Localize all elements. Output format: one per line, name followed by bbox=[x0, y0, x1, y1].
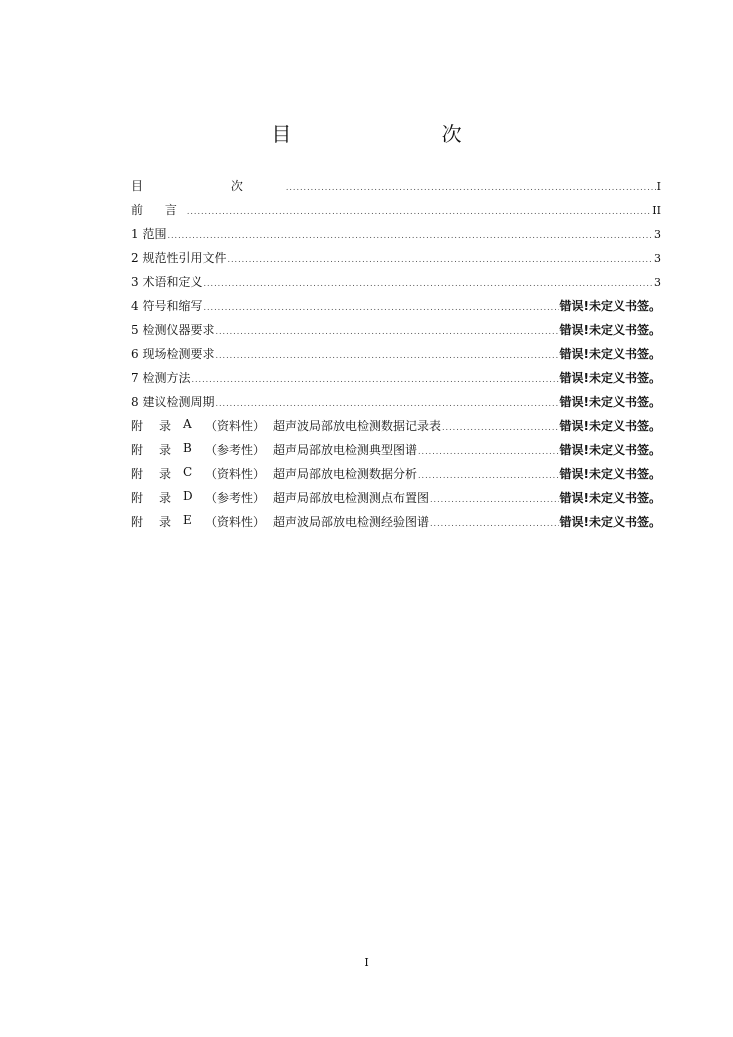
appendix-name: 超声波局部放电检测数据记录表 bbox=[273, 419, 442, 433]
toc-entry-page-error: 错误!未定义书签。 bbox=[559, 515, 661, 529]
toc-appendix-entry[interactable] bbox=[131, 465, 661, 489]
toc-leader-dots bbox=[442, 423, 559, 432]
appendix-word-lu: 录 bbox=[159, 419, 172, 433]
appendix-kind: （资料性） bbox=[205, 515, 266, 529]
toc-entry-page-error: 错误!未定义书签。 bbox=[559, 467, 661, 481]
toc-entry-label: 前 言 bbox=[131, 203, 186, 217]
toc-entry[interactable] bbox=[131, 321, 661, 345]
appendix-word-lu: 录 bbox=[159, 491, 172, 505]
appendix-label bbox=[131, 417, 441, 434]
appendix-word-fu: 附 bbox=[131, 515, 144, 529]
appendix-label bbox=[131, 489, 429, 506]
toc-entry-page-error: 错误!未定义书签。 bbox=[559, 419, 661, 433]
toc-leader-dots bbox=[203, 279, 653, 288]
table-of-contents bbox=[131, 177, 661, 537]
toc-entry-page: II bbox=[652, 204, 661, 217]
toc-leader-dots bbox=[215, 399, 558, 408]
toc-leader-dots bbox=[418, 447, 559, 456]
toc-leader-dots bbox=[203, 303, 558, 312]
appendix-name: 超声波局部放电检测经验图谱 bbox=[273, 515, 430, 529]
toc-leader-dots bbox=[187, 207, 651, 216]
toc-entry-label: 7 检测方法 bbox=[131, 371, 191, 385]
toc-entry-page-error: 错误!未定义书签。 bbox=[559, 491, 661, 505]
toc-entry-label: 3 术语和定义 bbox=[131, 275, 203, 289]
toc-leader-dots bbox=[286, 183, 656, 192]
appendix-label bbox=[131, 441, 417, 458]
toc-leader-dots bbox=[430, 519, 559, 528]
appendix-word-fu: 附 bbox=[131, 419, 144, 433]
page-number: I bbox=[364, 956, 369, 969]
toc-entry-label: 目 次 bbox=[131, 179, 285, 193]
toc-entry[interactable] bbox=[131, 177, 661, 201]
appendix-kind: （资料性） bbox=[205, 419, 266, 433]
appendix-word-lu: 录 bbox=[159, 443, 172, 457]
toc-leader-dots bbox=[430, 495, 559, 504]
appendix-word-fu: 附 bbox=[131, 443, 144, 457]
toc-entry-page: I bbox=[656, 180, 661, 193]
toc-leader-dots bbox=[227, 255, 653, 264]
appendix-letter: B bbox=[183, 441, 192, 455]
toc-entry-label: 2 规范性引用文件 bbox=[131, 251, 227, 265]
toc-entry-label: 4 符号和缩写 bbox=[131, 299, 203, 313]
toc-entry[interactable] bbox=[131, 225, 661, 249]
page-title: 目 次 bbox=[271, 122, 534, 146]
appendix-label bbox=[131, 465, 417, 482]
toc-entry-page-error: 错误!未定义书签。 bbox=[559, 395, 661, 409]
toc-entry-label: 6 现场检测要求 bbox=[131, 347, 215, 361]
toc-entry-page-error: 错误!未定义书签。 bbox=[559, 299, 661, 313]
appendix-letter: D bbox=[183, 489, 193, 503]
toc-leader-dots bbox=[191, 375, 558, 384]
toc-entry[interactable] bbox=[131, 297, 661, 321]
toc-entry[interactable] bbox=[131, 393, 661, 417]
appendix-name: 超声局部放电检测典型图谱 bbox=[273, 443, 418, 457]
toc-entry-page-error: 错误!未定义书签。 bbox=[559, 323, 661, 337]
appendix-kind: （参考性） bbox=[205, 491, 266, 505]
toc-entry-label: 1 范围 bbox=[131, 227, 167, 241]
appendix-label bbox=[131, 513, 429, 530]
appendix-word-fu: 附 bbox=[131, 467, 144, 481]
toc-appendix-entry[interactable] bbox=[131, 417, 661, 441]
toc-entry[interactable] bbox=[131, 201, 661, 225]
toc-entry-page: 3 bbox=[654, 228, 661, 241]
appendix-kind: （参考性） bbox=[205, 443, 266, 457]
appendix-letter: C bbox=[183, 465, 193, 479]
appendix-letter: A bbox=[183, 417, 192, 431]
toc-leader-dots bbox=[167, 231, 653, 240]
toc-entry-page-error: 错误!未定义书签。 bbox=[559, 371, 661, 385]
appendix-word-lu: 录 bbox=[159, 515, 172, 529]
toc-entry-page: 3 bbox=[654, 276, 661, 289]
appendix-name: 超声局部放电检测数据分析 bbox=[273, 467, 418, 481]
toc-entry-label: 8 建议检测周期 bbox=[131, 395, 215, 409]
toc-appendix-entry[interactable] bbox=[131, 513, 661, 537]
appendix-name: 超声局部放电检测测点布置图 bbox=[273, 491, 430, 505]
toc-entry[interactable] bbox=[131, 249, 661, 273]
toc-leader-dots bbox=[215, 351, 558, 360]
toc-entry[interactable] bbox=[131, 345, 661, 369]
appendix-kind: （资料性） bbox=[205, 467, 266, 481]
appendix-letter: E bbox=[183, 513, 192, 527]
appendix-word-lu: 录 bbox=[159, 467, 172, 481]
toc-leader-dots bbox=[215, 327, 558, 336]
toc-entry-label: 5 检测仪器要求 bbox=[131, 323, 215, 337]
toc-entry-page: 3 bbox=[654, 252, 661, 265]
toc-entry-page-error: 错误!未定义书签。 bbox=[559, 347, 661, 361]
toc-leader-dots bbox=[418, 471, 559, 480]
toc-entry[interactable] bbox=[131, 273, 661, 297]
toc-entry-page-error: 错误!未定义书签。 bbox=[559, 443, 661, 457]
toc-entry[interactable] bbox=[131, 369, 661, 393]
toc-appendix-entry[interactable] bbox=[131, 441, 661, 465]
toc-appendix-entry[interactable] bbox=[131, 489, 661, 513]
appendix-word-fu: 附 bbox=[131, 491, 144, 505]
